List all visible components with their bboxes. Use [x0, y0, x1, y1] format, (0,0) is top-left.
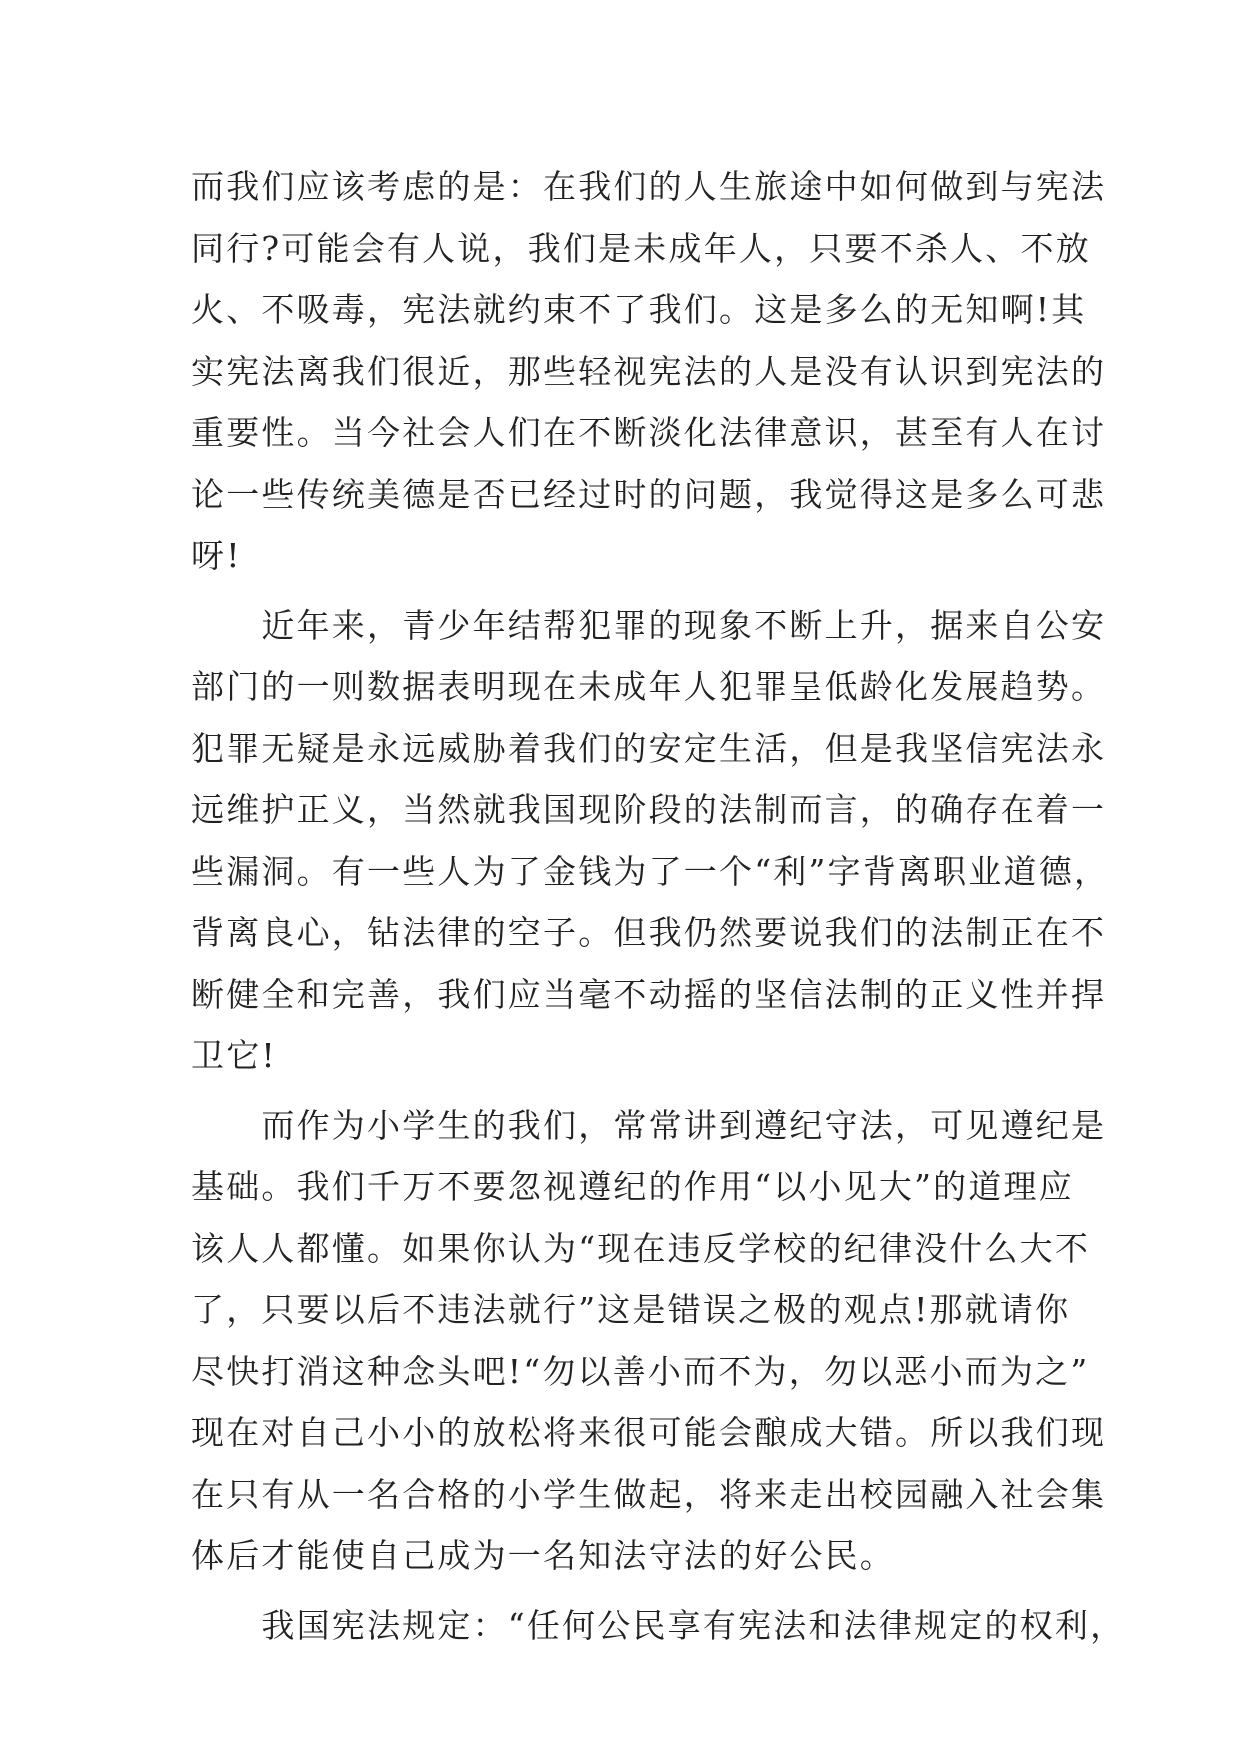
paragraph-gap — [191, 587, 1071, 595]
text-line: 尽快打消这种念头吧!“勿以善小而不为，勿以恶小而为之” — [191, 1351, 1090, 1391]
text-line: 了，只要以后不违法就行”这是错误之极的观点!那就请你 — [191, 1290, 1071, 1329]
text-line: 呀! — [191, 536, 242, 575]
paragraph-1 — [191, 156, 1107, 587]
text-line: 实宪法离我们很近，那些轻视宪法的人是没有认识到宪法的 — [191, 351, 1107, 391]
paragraph-3 — [191, 1095, 1107, 1587]
paragraph-gap — [191, 1087, 1071, 1095]
text-line: 远维护正义，当然就我国现阶段的法制而言，的确存在着一 — [191, 790, 1107, 829]
paragraph-2 — [191, 595, 1110, 1087]
text-line: 体后才能使自己成为一名知法守法的好公民。 — [191, 1536, 895, 1575]
text-line: 部门的一则数据表明现在未成年人犯罪呈低龄化发展趋势。 — [191, 667, 1107, 706]
text-line: 些漏洞。有一些人为了金钱为了一个“利”字背离职业道德， — [191, 851, 1110, 891]
text-line: 在只有从一名合格的小学生做起，将来走出校园融入社会集 — [191, 1474, 1107, 1514]
text-line: 重要性。当今社会人们在不断淡化法律意识，甚至有人在讨 — [191, 413, 1107, 452]
text-line: 该人人都懂。如果你认为“现在违反学校的纪律没什么大不 — [191, 1228, 1091, 1268]
text-line: 断健全和完善，我们应当毫不动摇的坚信法制的正义性并捍 — [191, 974, 1107, 1014]
text-line: 犯罪无疑是永远威胁着我们的安定生活，但是我坚信宪法永 — [191, 728, 1107, 768]
text-line: 近年来，青少年结帮犯罪的现象不断上升，据来自公安 — [191, 605, 1107, 645]
text-line: 论一些传统美德是否已经过时的问题，我觉得这是多么可悲 — [191, 474, 1107, 514]
text-line: 而我们应该考虑的是：在我们的人生旅途中如何做到与宪法 — [191, 167, 1107, 206]
text-line: 背离良心，钻法律的空子。但我仍然要说我们的法制正在不 — [191, 913, 1107, 952]
text-line: 而作为小学生的我们，常常讲到遵纪守法，可见遵纪是 — [191, 1105, 1107, 1145]
text-line: 卫它! — [191, 1036, 277, 1075]
text-line: 我国宪法规定：“任何公民享有宪法和法律规定的权利， — [191, 1605, 1126, 1645]
text-line: 火、不吸毒，宪法就约束不了我们。这是多么的无知啊!其 — [191, 290, 1087, 329]
text-line: 基础。我们千万不要忽视遵纪的作用“以小见大”的道理应 — [191, 1167, 1074, 1206]
body-text — [191, 156, 1126, 1656]
paragraph-4 — [191, 1595, 1126, 1657]
text-line: 同行?可能会有人说，我们是未成年人，只要不杀人、不放 — [191, 228, 1091, 268]
text-line: 现在对自己小小的放松将来很可能会酿成大错。所以我们现 — [191, 1413, 1107, 1452]
paragraph-gap — [191, 1587, 1071, 1595]
